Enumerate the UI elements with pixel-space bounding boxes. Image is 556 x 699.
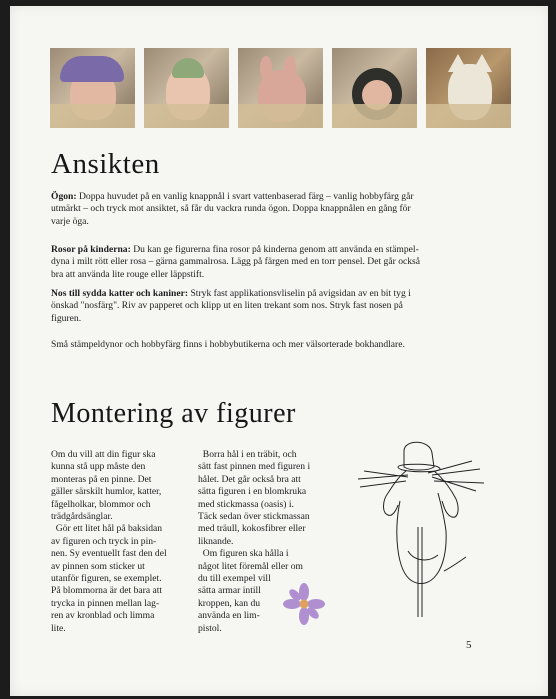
- text-line: Du kan ge figurerna fina rosor på kinderna genom att använda en stämpel-: [130, 244, 419, 255]
- text-line: med träull, kokosfibrer eller: [198, 523, 306, 535]
- text-line: pistol.: [198, 622, 222, 634]
- term-rosor: Rosor på kinderna:: [51, 244, 131, 255]
- text-line: lite.: [51, 622, 66, 634]
- text-line: hålet. Det går också bra att: [198, 473, 301, 485]
- text-line: figuren.: [51, 312, 82, 324]
- text-line: något litet föremål eller om: [198, 560, 303, 572]
- text-line: Om figuren ska hålla i: [202, 548, 289, 560]
- text-line: Stryk fast applikationsvliselin på avigsidan av en bit tyg i: [188, 288, 411, 299]
- text-line: kroppen, kan du: [198, 597, 261, 609]
- column-left: [51, 449, 181, 635]
- paragraph-montering-3: [198, 449, 332, 548]
- book-page: [10, 6, 548, 696]
- flower-illustration: [282, 582, 326, 626]
- text-line: ren av kronblad och limma: [51, 610, 155, 622]
- text-line: liknande.: [198, 535, 234, 547]
- text-line: använda en lim-: [198, 610, 260, 622]
- photo-figure-with-dark-hair: [332, 48, 417, 128]
- text-line: På blommorna är det bara att: [51, 585, 163, 597]
- text-line: fågelholkar, blommor och: [51, 498, 151, 510]
- text-line: Täck sedan över stickmassan: [198, 511, 310, 523]
- text-line: du till exempel vill: [198, 573, 271, 585]
- text-line: sätta armar intill: [198, 585, 261, 597]
- text-line: utmärkt – och tryck mot ansiktet, så får du vackra runda ögon. Doppa knappnålen en gång för: [51, 203, 411, 215]
- figure-on-stick-illustration: [348, 431, 488, 621]
- photo-figure-with-green-hat: [144, 48, 229, 128]
- text-line: utanför figuren, se exemplet.: [51, 573, 162, 585]
- text-line: trädgårdsänglar.: [51, 511, 113, 523]
- text-line: av pinnen som sticker ut: [51, 560, 145, 572]
- text-line: varje öga.: [51, 215, 89, 227]
- photo-rabbit-figure: [238, 48, 323, 128]
- text-line: gäller särskilt humlor, katter,: [51, 486, 162, 498]
- section-title-ansikten: Ansikten: [51, 148, 160, 180]
- term-ogon: Ögon:: [51, 191, 77, 202]
- photo-figure-with-hat: [50, 48, 135, 128]
- paragraph-montering-2: [51, 523, 181, 635]
- text-line: sätta figuren i en blomkruka: [198, 486, 307, 498]
- text-line: kunna stå upp måste den: [51, 461, 146, 473]
- text-line: Om du vill att din figur ska: [51, 449, 156, 460]
- paragraph-stampeldynor: Små stämpeldynor och hobbyfärg finns i hobbybutikerna och mer välsorterade bokhandlare.: [51, 339, 405, 350]
- paragraph-nos: [51, 288, 479, 325]
- text-line: nen. Sy eventuellt fast den del: [51, 548, 167, 560]
- text-line: Gör ett litet hål på baksidan: [55, 523, 163, 535]
- section-title-montering: Montering av figurer: [51, 398, 296, 429]
- paragraph-rosor: [51, 244, 479, 281]
- text-line: önskad "nosfärg". Riv av papperet och klipp ut en liten trekant som nos. Stryk fast nosen på: [51, 300, 403, 312]
- photo-strip: [50, 48, 511, 128]
- text-line: Borra hål i en träbit, och: [202, 449, 297, 460]
- text-line: dyna i milt rött eller rosa – gärna gammalrosa. Lägg på färgen med en torr pensel. Det går också: [51, 256, 421, 268]
- term-nos: Nos till sydda katter och kaniner:: [51, 288, 189, 299]
- photo-cat-figure: [426, 48, 511, 128]
- text-line: av figuren och tryck in pin-: [51, 535, 157, 547]
- text-line: monteras på en pinne. Det: [51, 473, 152, 485]
- text-line: Doppa huvudet på en vanlig knappnål i svart vattenbaserad färg – vanlig hobbyfärg går: [76, 191, 414, 202]
- page-number: 5: [466, 639, 472, 651]
- paragraph-montering-1: [51, 449, 181, 523]
- text-line: bra att använda lite rouge eller läppstift.: [51, 268, 205, 280]
- text-line: med stickmassa (oasis) i.: [198, 498, 294, 510]
- paragraph-ogon: [51, 191, 479, 228]
- text-line: sätt fast pinnen med figuren i: [198, 461, 311, 473]
- text-line: trycka in pinnen mellan lag-: [51, 597, 160, 609]
